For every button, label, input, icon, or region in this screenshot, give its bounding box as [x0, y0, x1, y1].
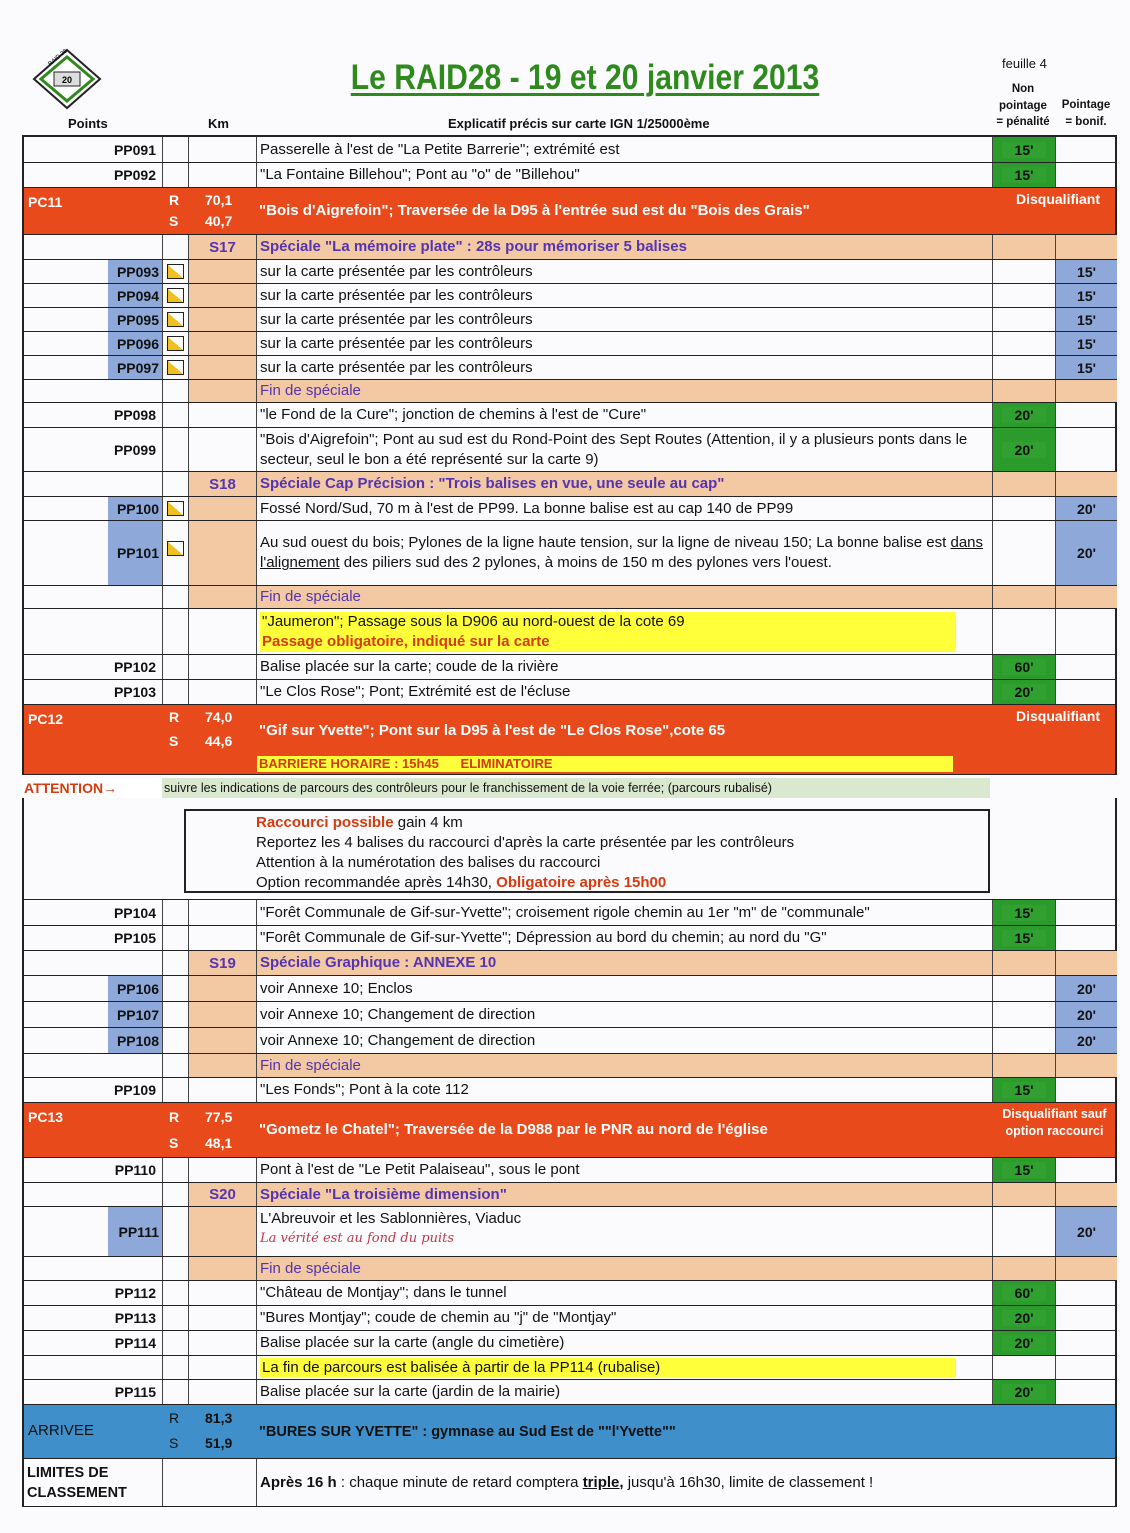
special-row-s19 — [24, 951, 1115, 976]
col-header-penalty: Non pointage = pénalité — [996, 83, 1050, 128]
km-s-value: 44,6 — [205, 733, 233, 749]
point-desc: voir Annexe 10; Changement de direction — [256, 1028, 992, 1053]
flag-icon — [167, 288, 184, 303]
penalty-value: 15' — [1002, 142, 1046, 158]
point-desc: "Bures Montjay"; coude de chemin au "j" de "Montjay" — [256, 1306, 992, 1330]
handwritten-hint: La vérité est au fond du puits — [260, 1231, 454, 1246]
checkpoint-id: PC11 — [28, 194, 63, 210]
limits-label: LIMITES DE CLASSEMENT — [27, 1465, 127, 1501]
point-id: PP112 — [114, 1285, 156, 1301]
table-row — [24, 680, 1115, 705]
special-row-s18 — [24, 472, 1115, 497]
point-desc: "La Fontaine Billehou"; Pont au "o" de "Billehou" — [256, 163, 992, 187]
flag-icon — [167, 336, 184, 351]
km-r-value: 77,5 — [205, 1109, 233, 1125]
checkpoint-row-pc13 — [24, 1103, 1115, 1158]
shortcut-box: Raccourci possible gain 4 km Reportez les 4 balises du raccourci d'après la carte présentée par les contrôleurs Attention à la numérotation des balises du raccourci Option recommandée après 14h30, Obligatoire après 15h00 — [184, 809, 990, 893]
special-end-row — [24, 380, 1115, 403]
point-desc: "Les Fonds"; Pont à la cote 112 — [256, 1078, 992, 1102]
table-row — [24, 308, 1115, 332]
special-title: Spéciale "La mémoire plate" : 28s pour mémoriser 5 balises — [256, 235, 992, 259]
point-id: PP103 — [113, 684, 156, 700]
arrival-row — [24, 1405, 1115, 1459]
bonus-value: 15' — [1055, 260, 1117, 283]
logo-text: 20 — [61, 75, 73, 85]
km-s-value: 40,7 — [205, 213, 233, 229]
point-desc: Balise placée sur la carte (jardin de la mairie) — [256, 1380, 992, 1404]
flag-icon — [167, 541, 184, 556]
point-id: PP096 — [108, 332, 162, 355]
table-row — [24, 1002, 1115, 1028]
point-id: PP094 — [108, 284, 162, 307]
km-r-value: 74,0 — [205, 709, 233, 725]
special-end-row — [24, 586, 1115, 609]
checkpoint-desc: "Gometz le Chatel"; Traversée de la D988 par le PNR au nord de l'église — [259, 1121, 768, 1138]
checkpoint-row-pc11 — [24, 188, 1115, 235]
penalty-value: 20' — [1002, 407, 1046, 423]
route-r-label: R — [169, 709, 180, 725]
point-desc: "Forêt Communale de Gif-sur-Yvette"; croisement rigole chemin au 1er "m" de "communale" — [256, 900, 992, 925]
bonus-value: 20' — [1055, 1207, 1117, 1256]
bonus-value: 20' — [1055, 521, 1117, 585]
table-row — [24, 284, 1115, 308]
col-header-bonus: Pointage = bonif. — [1061, 99, 1111, 128]
table-row — [24, 137, 1115, 163]
attention-banner: ATTENTION→ suivre les indications de parcours des contrôleurs pour le franchissement de la voie ferrée; (parcours rubalisé) — [22, 778, 1117, 798]
route-s-label: S — [169, 733, 179, 749]
point-id: PP095 — [108, 308, 162, 331]
point-desc: Balise placée sur la carte; coude de la rivière — [256, 655, 992, 679]
penalty-value: 60' — [1002, 1285, 1046, 1301]
arrival-desc: "BURES SUR YVETTE" : gymnase au Sud Est de ""l'Yvette"" — [259, 1423, 676, 1440]
penalty-value: 20' — [1002, 684, 1046, 700]
special-end-row — [24, 1257, 1115, 1281]
point-desc: Fossé Nord/Sud, 70 m à l'est de PP99. La bonne balise est au cap 140 de PP99 — [256, 497, 992, 520]
km-r-value: 70,1 — [205, 192, 233, 208]
penalty-value: 60' — [1002, 659, 1046, 675]
status-badge: Disqualifiant — [1016, 191, 1101, 207]
point-id: PP114 — [114, 1335, 156, 1351]
point-id: PP115 — [114, 1384, 156, 1400]
table-row — [24, 428, 1115, 472]
route-r-label: R — [169, 1109, 180, 1125]
route-table-2 — [22, 900, 1117, 1507]
status-badge: Disqualifiant — [1016, 708, 1101, 724]
bonus-value: 20' — [1055, 1028, 1117, 1053]
point-id: PP093 — [108, 260, 162, 283]
bonus-value: 15' — [1055, 332, 1117, 355]
km-r-value: 81,3 — [205, 1410, 233, 1426]
arrow-right-icon: → — [103, 780, 118, 796]
attention-text: suivre les indications de parcours des contrôleurs pour le franchissement de la voie ferrée; (parcours rubalisé) — [162, 778, 990, 798]
checkpoint-desc: "Bois d'Aigrefoin"; Traversée de la D95 à l'entrée sud est du "Bois des Grais" — [259, 202, 810, 219]
limits-desc: Après 16 h : chaque minute de retard comptera triple, jusqu'à 16h30, limite de classement ! — [256, 1459, 1117, 1506]
checkpoint-row-pc12 — [24, 705, 1115, 775]
point-desc: voir Annexe 10; Enclos — [256, 976, 992, 1001]
bonus-value: 15' — [1055, 284, 1117, 307]
penalty-value: 15' — [1002, 930, 1046, 946]
penalty-value: 20' — [1002, 1384, 1046, 1400]
penalty-value: 15' — [1002, 1162, 1046, 1178]
route-s-label: S — [169, 1135, 179, 1151]
point-id: PP101 — [108, 521, 162, 585]
route-s-label: S — [169, 1435, 179, 1451]
point-id: PP098 — [113, 407, 156, 423]
col-header-explicatif: Explicatif précis sur carte IGN 1/25000ème — [448, 116, 710, 131]
point-id: PP106 — [108, 976, 162, 1001]
passage-desc: "Jaumeron"; Passage sous la D906 au nord-ouest de la cote 69 Passage obligatoire, indiqué sur la carte — [256, 609, 992, 654]
point-desc: Au sud ouest du bois; Pylones de la ligne haute tension, sur la ligne de niveau 150; La bonne balise est dans l'alignement des piliers sud des 2 pylones, à moins de 150 m des pylones vers l'ouest. — [256, 521, 992, 585]
point-desc: Pont à l'est de "Le Petit Palaiseau", sous le pont — [256, 1158, 992, 1182]
table-row — [24, 1331, 1115, 1356]
arrival-label: ARRIVEE — [28, 1422, 94, 1439]
page-title: Le RAID28 - 19 et 20 janvier 2013 — [350, 58, 820, 97]
bonus-value: 15' — [1055, 308, 1117, 331]
point-id: PP104 — [113, 904, 156, 921]
bonus-value: 20' — [1055, 1002, 1117, 1027]
point-id: PP109 — [113, 1082, 156, 1098]
flag-icon — [167, 264, 184, 279]
time-barrier: BARRIERE HORAIRE : 15h45 ELIMINATOIRE — [257, 756, 953, 772]
table-row — [24, 1380, 1115, 1405]
penalty-value: 15' — [1002, 167, 1046, 183]
checkpoint-desc: "Gif sur Yvette"; Pont sur la D95 à l'est de "Le Clos Rose",cote 65 — [259, 722, 726, 739]
table-row — [24, 900, 1115, 926]
route-r-label: R — [169, 192, 180, 208]
point-desc: voir Annexe 10; Changement de direction — [256, 1002, 992, 1027]
point-desc: Balise placée sur la carte (angle du cimetière) — [256, 1331, 992, 1355]
table-row — [24, 497, 1115, 521]
table-row — [24, 926, 1115, 951]
special-row-s20 — [24, 1183, 1115, 1207]
bonus-value: 20' — [1055, 976, 1117, 1001]
table-row — [24, 163, 1115, 188]
route-r-label: R — [169, 1410, 180, 1426]
table-row — [24, 1281, 1115, 1306]
special-end: Fin de spéciale — [256, 586, 992, 608]
km-s-value: 51,9 — [205, 1435, 233, 1451]
point-desc: "le Fond de la Cure"; jonction de chemins à l'est de "Cure" — [256, 403, 992, 427]
route-s-label: S — [169, 213, 179, 229]
penalty-value: 20' — [1002, 1310, 1046, 1326]
checkpoint-id: PC13 — [28, 1109, 64, 1125]
point-id: PP099 — [113, 441, 156, 458]
point-id: PP105 — [113, 930, 156, 946]
special-title: Spéciale "La troisième dimension" — [256, 1183, 992, 1206]
logo-ring-text: RAID 28 — [47, 48, 69, 68]
table-row — [24, 1207, 1115, 1257]
special-end: Fin de spéciale — [256, 1054, 992, 1077]
penalty-value: 15' — [1002, 1082, 1046, 1098]
table-row — [24, 356, 1115, 380]
point-desc: L'Abreuvoir et les Sablonnières, Viaduc La vérité est au fond du puits — [256, 1207, 992, 1256]
special-code: S20 — [188, 1183, 256, 1206]
special-end: Fin de spéciale — [256, 380, 992, 402]
point-id: PP110 — [114, 1162, 156, 1178]
point-desc: "Château de Montjay"; dans le tunnel — [256, 1281, 992, 1305]
special-title: Spéciale Graphique : ANNEXE 10 — [256, 951, 992, 975]
point-id: PP113 — [114, 1310, 156, 1326]
special-row-s17 — [24, 235, 1115, 260]
table-row — [24, 976, 1115, 1002]
table-row — [24, 1028, 1115, 1054]
route-table — [22, 135, 1117, 775]
end-marking-row — [24, 1356, 1115, 1380]
checkpoint-id: PC12 — [28, 711, 64, 727]
flag-icon — [167, 360, 184, 375]
limits-row — [24, 1459, 1115, 1507]
table-row — [24, 332, 1115, 356]
special-end-row — [24, 1054, 1115, 1078]
point-id: PP107 — [108, 1002, 162, 1027]
table-row — [24, 403, 1115, 428]
point-desc: Passerelle à l'est de "La Petite Barrerie"; extrémité est — [256, 137, 992, 162]
special-end: Fin de spéciale — [256, 1257, 992, 1280]
col-header-points: Points — [68, 116, 108, 131]
point-desc: sur la carte présentée par les contrôleurs — [256, 308, 992, 331]
point-id: PP100 — [108, 497, 162, 520]
point-id: PP108 — [108, 1028, 162, 1053]
penalty-value: 20' — [1002, 442, 1046, 458]
penalty-value: 20' — [1002, 1335, 1046, 1351]
sheet-number: feuille 4 — [1002, 56, 1047, 71]
special-code: S18 — [188, 472, 256, 496]
special-code: S17 — [188, 235, 256, 259]
point-desc: "Forêt Communale de Gif-sur-Yvette"; Dépression au bord du chemin; au nord du "G" — [256, 926, 992, 950]
table-row — [24, 1306, 1115, 1331]
flag-icon — [167, 312, 184, 327]
passage-row — [24, 609, 1115, 655]
special-title: Spéciale Cap Précision : "Trois balises en vue, une seule au cap" — [256, 472, 992, 496]
point-desc: sur la carte présentée par les contrôleurs — [256, 284, 992, 307]
table-row — [24, 1158, 1115, 1183]
flag-icon — [167, 501, 184, 516]
table-row — [24, 1078, 1115, 1103]
table-row — [24, 655, 1115, 680]
table-row — [24, 521, 1115, 586]
point-desc: sur la carte présentée par les contrôleurs — [256, 260, 992, 283]
point-id: PP092 — [113, 167, 156, 183]
end-marking-note: La fin de parcours est balisée à partir de la PP114 (rubalise) — [260, 1358, 956, 1378]
penalty-value: 15' — [1002, 905, 1046, 921]
table-row — [24, 260, 1115, 284]
special-code: S19 — [188, 951, 256, 975]
col-header-km: Km — [208, 116, 229, 131]
point-desc: "Bois d'Aigrefoin"; Pont au sud est du Rond-Point des Sept Routes (Attention, il y a plusieurs ponts dans le secteur, seul le bon a été représenté sur la carte 9) — [256, 428, 992, 471]
bonus-value: 20' — [1055, 497, 1117, 520]
point-desc: "Le Clos Rose"; Pont; Extrémité est de l'écluse — [256, 680, 992, 704]
point-desc: sur la carte présentée par les contrôleurs — [256, 356, 992, 379]
status-badge: Disqualifiant sauf option raccourci — [1002, 1107, 1107, 1138]
point-id: PP091 — [113, 141, 156, 158]
point-id: PP102 — [113, 659, 156, 675]
point-desc: sur la carte présentée par les contrôleurs — [256, 332, 992, 355]
point-id: PP097 — [108, 356, 162, 379]
bonus-value: 15' — [1055, 356, 1117, 379]
km-s-value: 48,1 — [205, 1135, 233, 1151]
point-id: PP111 — [108, 1207, 162, 1256]
